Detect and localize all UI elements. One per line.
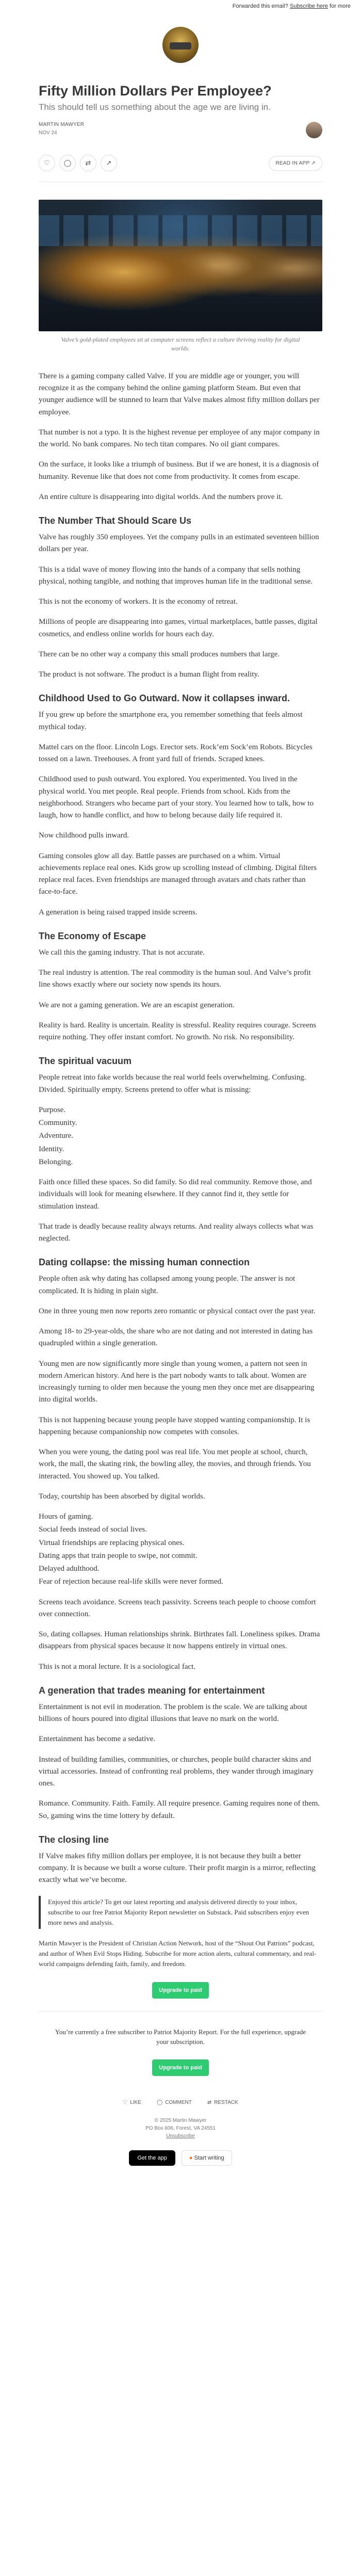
paragraph: Entertainment has become a sedative. <box>39 1735 156 1744</box>
paragraph: This is a tidal wave of money flowing into the hands of a company that sells nothing physical, nothing tangible, and nothing that improves human life in the traditional sense. <box>39 565 313 586</box>
paragraph: Screens teach avoidance. Screens teach passivity. Screens teach people to choose comfort over connection. <box>39 1598 316 1618</box>
list-item: Hours of gaming. <box>39 1512 93 1521</box>
paragraph: We call this the gaming industry. That is not accurate. <box>39 948 205 957</box>
section-heading: A generation that trades meaning for entertainment <box>39 1685 265 1696</box>
section-heading: The closing line <box>39 1834 109 1845</box>
list-item: Purpose. <box>39 1105 66 1114</box>
start-writing-button[interactable]: ● Start writing <box>182 2150 232 2166</box>
get-app-button[interactable]: Get the app <box>129 2150 175 2166</box>
paragraph: Childhood used to push outward. You explored. You experimented. You lived in the physical world. You met people. Real people. Friends from school. Kids from the neighborhood. Strangers who became part of your story. You learned how to talk, how to laugh, how to handle conflict, and how to belong because daily life required it. <box>39 775 314 820</box>
paragraph: When you were young, the dating pool was real life. You met people at school, church, work, the mall, the skating rink, the bowling alley, the movies, and through friends. You interacted. You showed up. You talked. <box>39 1448 311 1480</box>
paragraph: That trade is deadly because reality always returns. And reality always collects what was neglected. <box>39 1222 314 1243</box>
share-icon[interactable]: ↗ <box>101 155 117 171</box>
list-item: Social feeds instead of social lives. <box>39 1525 147 1534</box>
paragraph: Now childhood pulls inward. <box>39 831 129 840</box>
paragraph: Valve has roughly 350 employees. Yet the company pulls in an estimated seventeen billion dollars per year. <box>39 533 319 554</box>
publication-logo[interactable] <box>162 27 199 63</box>
post-subtitle: This should tell us something about the age we are living in. <box>39 102 271 112</box>
paragraph: This is not the economy of workers. It is the economy of retreat. <box>39 598 238 606</box>
unsubscribe-link[interactable]: Unsubscribe <box>166 2133 195 2139</box>
paragraph: Gaming consoles glow all day. Battle passes are purchased on a whim. Virtual achievements replace real ones. Kids grow up scrolling instead of climbing. Digital filters replace real faces. Even friendships are managed through avatars and chats rather than face-to-face. <box>39 851 317 896</box>
paragraph: One in three young men now reports zero romantic or physical contact over the past year. <box>39 1307 316 1315</box>
image-caption: Valve’s gold-plated employees sit at computer screens reflect a culture thriving reality for digital worlds. <box>61 336 300 352</box>
post-title[interactable]: Fifty Million Dollars Per Employee? <box>39 83 272 99</box>
paragraph: Faith once filled these spaces. So did family. So did real community. Remove those, and individuals will look for meaning elsewhere. If they cannot find it, they settle for stimulation instead. <box>39 1178 312 1211</box>
list-item: Community. <box>39 1119 77 1128</box>
section-heading: Dating collapse: the missing human connection <box>39 1257 250 1268</box>
paragraph: This is not a moral lecture. It is a sociological fact. <box>39 1662 196 1671</box>
section-heading: The Economy of Escape <box>39 930 146 941</box>
subscribe-link[interactable]: Subscribe here <box>289 3 328 9</box>
list-item: Identity. <box>39 1145 64 1153</box>
hero-image[interactable] <box>39 200 322 331</box>
paragraph: People often ask why dating has collapsed among young people. The answer is not complicated. It is hiding in plain sight. <box>39 1275 296 1295</box>
comment-icon: ◯ <box>156 2099 163 2105</box>
upgrade-button[interactable]: Upgrade to paid <box>152 1982 209 1999</box>
paragraph: Millions of people are disappearing into games, virtual marketplaces, battle passes, digital cosmetics, and endless online worlds for hours each day. <box>39 618 318 638</box>
paragraph: There can be no other way a company this small produces numbers that large. <box>39 650 280 658</box>
heart-icon: ♡ <box>123 2099 128 2105</box>
list-item: Adventure. <box>39 1132 74 1140</box>
article <box>39 371 322 1999</box>
paragraph: That number is not a typo. It is the highest revenue per employee of any major company in the world. No bank compares. No tech titan compares. No oil giant compares. <box>39 428 320 449</box>
paragraph: If you grew up before the smartphone era, you remember something that feels almost mythical today. <box>39 711 303 731</box>
paragraph: Today, courtship has been absorbed by digital worlds. <box>39 1492 205 1501</box>
like-icon[interactable]: ♡ <box>39 155 55 171</box>
paragraph: We are not a gaming generation. We are an escapist generation. <box>39 1001 235 1009</box>
paragraph: There is a gaming company called Valve. If you are middle age or younger, you will recognize it as the company behind the online gaming platform Steam. But even that younger audience will be stunned to learn that Valve makes almost fifty million dollars per employee. <box>39 372 320 416</box>
callout-text: Enjoyed this article? To get our latest reporting and analysis delivered directly to your inbox, subscribe to our free Patriot Majority Report newsletter on Substack. Paid subscribers enjoy even more news and analysis. <box>48 1897 309 1927</box>
post-date: NOV 24 <box>39 130 57 136</box>
subscribe-callout <box>39 1896 322 1929</box>
forward-bar: Forwarded this email? Subscribe here for more <box>232 3 351 9</box>
paragraph: Young men are now significantly more single than young women, a pattern not seen in modern American history. And here is the part nobody wants to talk about. Women are increasingly turning to older men because the young men they once met are disappearing into digital worlds. <box>39 1359 315 1404</box>
subscription-note: You’re currently a free subscriber to Patriot Majority Report. For the full experience, upgrade your subscription. <box>55 2027 306 2046</box>
author-name[interactable]: MARTIN MAWYER <box>39 122 85 128</box>
paragraph: Mattel cars on the floor. Lincoln Logs. Erector sets. Rock’em Sock’em Robots. Bicycles tossed on a lawn. Treehouses. A front yard full of friends. Scraped knees. <box>39 743 313 764</box>
list <box>39 1511 322 1588</box>
paragraph: So, dating collapses. Human relationships shrink. Birthrates fall. Loneliness spikes. Drama disappears from physical spaces because it now happens entirely in virtual ones. <box>39 1630 320 1651</box>
footer-like[interactable]: ♡ LIKE <box>123 2099 141 2105</box>
footer-actions <box>39 2100 322 2105</box>
avatar[interactable] <box>306 122 322 138</box>
section-heading: The Number That Should Scare Us <box>39 516 192 526</box>
read-in-app-button[interactable]: READ IN APP ↗ <box>269 156 322 171</box>
restack-icon: ⇄ <box>207 2099 212 2105</box>
paragraph: An entire culture is disappearing into digital worlds. And the numbers prove it. <box>39 492 283 501</box>
app-buttons <box>39 2150 322 2166</box>
paragraph: On the surface, it looks like a triumph of business. But if we are honest, it is a diagnosis of humanity. Revenue like that does not come from productivity. It comes from escape. <box>39 460 319 481</box>
pen-icon: ● <box>189 2154 193 2161</box>
section-heading: The spiritual vacuum <box>39 1056 132 1067</box>
list-item: Fear of rejection because real-life skills were never formed. <box>39 1577 223 1586</box>
paragraph: People retreat into fake worlds because the real world feels overwhelming. Confusing. Divided. Spiritually empty. Screens pretend to offer what is missing: <box>39 1073 306 1094</box>
paragraph: The real industry is attention. The real commodity is the human soul. And Valve’s profit line shows exactly where our society now spends its hours. <box>39 969 311 989</box>
list-item: Virtual friendships are replacing physical ones. <box>39 1538 185 1547</box>
paragraph: Instead of building families, communities, or churches, people build character skins and virtual accessories. Instead of confronting real problems, they wander through imaginary ones. <box>39 1755 314 1788</box>
paragraph: If Valve makes fifty million dollars per employee, it is not because they built a better company. It is because we built a worse culture. Their profit margin is a mirror, reflecting exactly what we’ve become. <box>39 1852 316 1885</box>
list-item: Belonging. <box>39 1157 73 1166</box>
footer-comment[interactable]: ◯ COMMENT <box>156 2099 192 2105</box>
list-item: Dating apps that train people to swipe, not commit. <box>39 1551 198 1560</box>
comment-icon[interactable]: ◯ <box>59 155 76 171</box>
paragraph: The product is not software. The product is a human flight from reality. <box>39 670 259 679</box>
paragraph: This is not happening because young people have stopped wanting companionship. It is happening because companionship now competes with consoles. <box>39 1415 310 1436</box>
footer-restack[interactable]: ⇄ RESTACK <box>207 2099 238 2105</box>
author-bio: Martin Mawyer is the President of Christian Action Network, host of the “Shout Out Patriots” podcast, and author of When Evil Stops Hiding. Subscribe for more action alerts, cultural commentary, and real-world campaigns defending faith, family, and freedom. <box>39 1939 317 1968</box>
paragraph: A generation is being raised trapped inside screens. <box>39 908 198 916</box>
paragraph: Romance. Community. Faith. Family. All require presence. Gaming requires none of them. So, gaming wins the time lottery by default. <box>39 1799 320 1820</box>
post-actions <box>39 154 322 172</box>
paragraph: Among 18- to 29-year-olds, the share who are not dating and not interested in dating has quadrupled within a single generation. <box>39 1327 313 1348</box>
paragraph: Reality is hard. Reality is uncertain. Reality is stressful. Reality requires courage. Screens require nothing. They offer instant comfort. No growth. No risk. No responsibility. <box>39 1021 317 1042</box>
email-body <box>39 27 322 2166</box>
paragraph: Entertainment is not evil in moderation. The problem is the scale. We are talking about billions of hours poured into digital illusions that leave no mark on the world. <box>39 1702 307 1724</box>
post-meta <box>39 122 322 142</box>
upgrade-button[interactable]: Upgrade to paid <box>152 2059 209 2076</box>
restack-icon[interactable]: ⇄ <box>80 155 96 171</box>
section-heading: Childhood Used to Go Outward. Now it collapses inward. <box>39 693 290 704</box>
footer-copyright: © 2025 Martin Mawyer PO Box 606, Forest, VA 24551 Unsubscribe <box>39 2117 322 2140</box>
list-item: Delayed adulthood. <box>39 1565 100 1573</box>
list <box>39 1104 322 1168</box>
